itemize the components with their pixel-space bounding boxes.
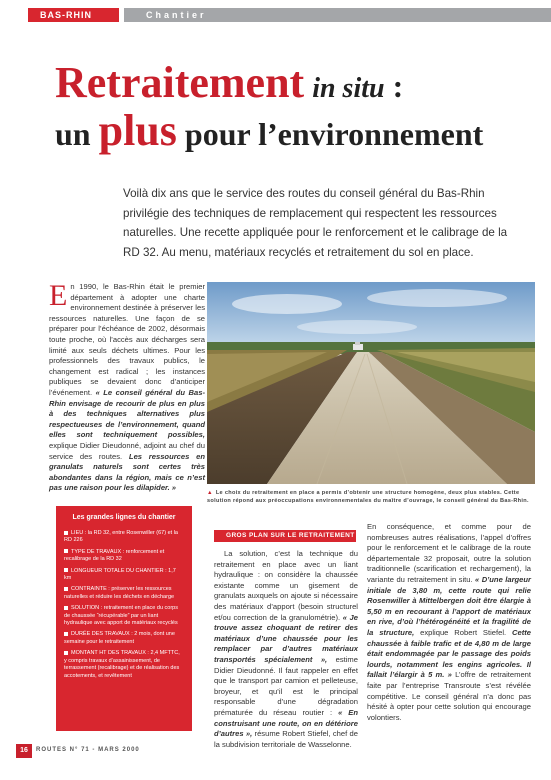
summary-item [64, 605, 184, 627]
square-bullet-icon [64, 568, 68, 572]
summary-item-text: DURÉE DES TRAVAUX : 2 mois, dont une semaine pour le retraitement [64, 631, 175, 645]
col1-quote: « Le conseil général du Bas-Rhin envisage de recourir de plus en plus à des techniques alternatives plus respectueuses de l’environnement, quand elles sont techniquement possibles, [49, 387, 205, 440]
summary-item-text: TYPE DE TRAVAUX : renforcement et recalibrage de la RD 32 [64, 548, 165, 563]
region-label: BAS-RHIN [28, 8, 119, 22]
col2-text-c: estime Didier Dieudonné. Il faut rappeler en effet que le transport par camion et pelleteuse, broyeur, et qu’il est le principal responsable d’une dégradation prématurée du réseau routier : [214, 654, 358, 717]
body-column-1 [49, 279, 206, 494]
title-part-2: in situ [312, 73, 385, 104]
project-summary-box [56, 506, 192, 731]
title-part-6: pour l’environnement [176, 116, 484, 153]
col2-text-e: résume Robert Stiefel, chef de la subdivision territoriale de Wasselonne. [214, 729, 359, 749]
caption-triangle-icon: ▲ [207, 490, 213, 496]
col2-quote: « Je trouve assez choquant de retirer des matériaux d’une chaussée pour les remplacer par d’autres matériaux transportés spécialement », [214, 612, 358, 664]
summary-item [64, 568, 184, 583]
square-bullet-icon [64, 587, 68, 591]
col3-quote-2: Cette chaussée à faible trafic et de 4,80 m de large était endommagée par le passage des poids lourds, notamment les engins agricoles. Il fallait l’élargir à 5 m. » [367, 627, 531, 680]
magazine-issue: ROUTES N° 71 - MARS 2000 [36, 747, 140, 753]
summary-item-text: LONGUEUR TOTALE DU CHANTIER : 1,7 km [64, 567, 176, 582]
body-column-2 [214, 549, 358, 750]
summary-item [64, 530, 184, 545]
road-photo [207, 282, 535, 484]
square-bullet-icon [64, 606, 68, 610]
col3-text-e: L’offre de retraitement faite par l’entreprise Transroute s’est révélée compétitive. Le conseil général n’a donc pas hésité à opter pour cette solution qui encourage volontiers. [367, 670, 531, 722]
drop-cap: E [49, 279, 68, 312]
col1-quote-2: Les ressources en granulats naturels sont certes très abondantes dans la région, mais ce n’est pas une raison pour les dilapider. » [49, 451, 206, 493]
summary-box-title: Les grandes lignes du chantier [72, 514, 176, 521]
summary-item [64, 549, 184, 564]
title-part-4: un [55, 116, 99, 153]
title-line-1 [55, 60, 535, 106]
section-subheading: GROS PLAN SUR LE RETRAITEMENT [214, 530, 356, 542]
photo-caption [207, 489, 535, 505]
summary-item-text: MONTANT HT DES TRAVAUX : 2,4 MFTTC, y compris travaux d’assainissement, de terrassement (recalibrage) et de réalisation des accotements, et revêtement [64, 650, 180, 679]
summary-item [64, 631, 184, 646]
article-title [55, 60, 535, 154]
road-photo-image [207, 282, 535, 484]
title-part-5: plus [98, 106, 177, 156]
col1-text-a: n 1990, le Bas-Rhin était le premier département à adopter une charte environnement destinée à préserver les ressources naturelles. Une façon de se préparer pour l’échéance de 2002, désormais toute proche, où l’accès aux décharges sera limité aux seuls déchets ultimes. Pour les professionnels des travaux publics, le changement est radical ; les instances publiques se devaient donc d’anticiper l’événement. [49, 282, 205, 397]
square-bullet-icon [64, 632, 68, 636]
body-column-3 [367, 522, 531, 723]
col3-text-a: En conséquence, et comme pour de nombreuses autres réalisations, l’appel d’offres pour le renforcement et le calibrage de la route départementale 32 proposait, outre la solution traditionnelle (scarification et rechargement), la variante du retraitement in situ. [367, 522, 531, 584]
lead-paragraph: Voilà dix ans que le service des routes du conseil général du Bas-Rhin privilégie des techniques de remplacement qui respectent les ressources naturelles. Une recette appliquée pour le renforcement et le calibrage de la RD 32. Au menu, matériaux recyclés et retraitement du sol en place. [123, 187, 508, 259]
title-part-3: : [384, 68, 404, 104]
summary-item [64, 650, 184, 680]
summary-item-text: CONTRAINTE : préserver les ressources naturelles et réduire les déchets en décharge [64, 586, 175, 600]
col3-text-c: explique Robert Stiefel. [414, 627, 507, 637]
summary-item-text: SOLUTION : retraitement en place du corps de chaussée “récupérable” par un liant hydraulique avec apport de matériaux recyclés [64, 605, 178, 627]
square-bullet-icon [64, 651, 68, 655]
header-bar [0, 8, 551, 22]
square-bullet-icon [64, 531, 68, 535]
square-bullet-icon [64, 549, 68, 553]
col2-paragraph [214, 549, 358, 750]
section-label: Chantier [124, 8, 551, 22]
title-line-2 [55, 108, 535, 154]
summary-item-text: LIEU : la RD 32, entre Rosenwiller (67) et la RD 226 [64, 530, 178, 544]
col1-text-c: explique Didier Dieudonné, adjoint au chef du service des routes. [49, 440, 205, 461]
summary-item [64, 586, 184, 601]
col3-quote: « D’une largeur initiale de 3,80 m, cette route qui relie Rosenwiller à Mittelbergen doit être élargie à 5,50 m en recourant à l’apport de matériaux en rive, d’où l’hétérogénéité et la fragilité de la structure, [367, 574, 531, 637]
col2-text-a: La solution, c’est la technique du retraitement en place avec un liant hydraulique : on considère la chaussée existante comme un gisement de granulats auxquels on ajoute si nécessaire des matériaux d’apport (besoin structurel et/ou correction de la granulométrie). [214, 549, 358, 622]
page-number: 16 [16, 744, 32, 758]
caption-text: Le choix du retraitement en place a permis d’obtenir une structure homogène, deux plus stables. Cette solution répond aux préoccupations environnementales du maître d’ouvrage, le conseil général du Bas-Rhin. [207, 490, 529, 504]
col2-quote-2: « En construisant une route, on en détériore d’autres », [214, 707, 358, 739]
title-part-1: Retraitement [55, 58, 305, 107]
